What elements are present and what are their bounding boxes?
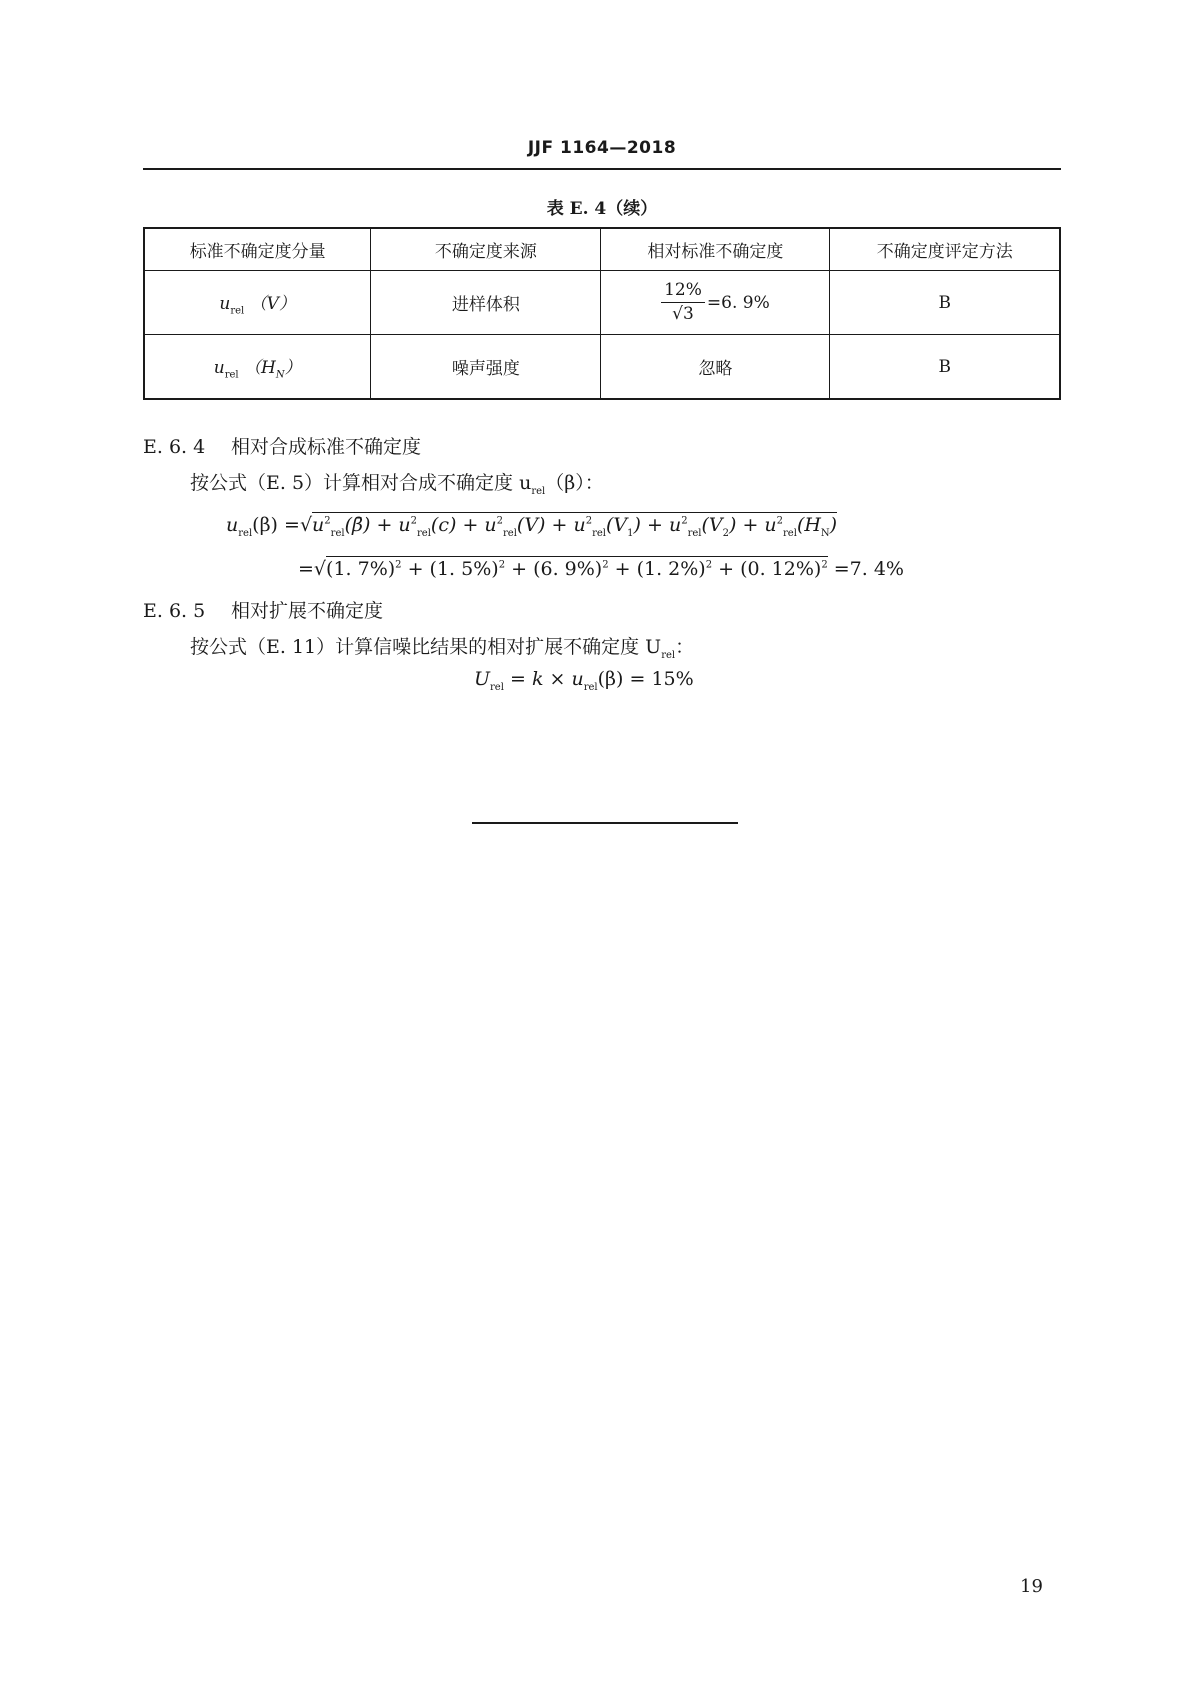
formula-combined-uncertainty — [226, 512, 837, 539]
component-argument: （V） — [249, 293, 296, 314]
column-header: 不确定度评定方法 — [830, 228, 1060, 271]
section-title: 相对合成标准不确定度 — [231, 436, 422, 458]
term-subscript: rel — [503, 527, 517, 539]
term-argument: (H — [796, 514, 821, 536]
formula-lhs: U — [474, 668, 491, 690]
component-symbol: u — [219, 293, 231, 314]
source-cell: 进样体积 — [371, 271, 601, 335]
numeric-term: (6. 9%) — [533, 558, 603, 580]
relative-cell: 忽略 — [601, 335, 830, 400]
term-argument: (V — [606, 514, 628, 536]
section-number: E. 6. 5 — [143, 600, 206, 622]
component-argument-close: ） — [284, 357, 302, 378]
component-cell — [144, 271, 371, 335]
table-row — [144, 335, 1060, 400]
term-subscript: rel — [330, 527, 345, 539]
paragraph-subscript: rel — [531, 485, 546, 497]
numeric-term: (1. 5%) — [429, 558, 499, 580]
term-subscript: rel — [687, 527, 702, 539]
formula-times: × — [549, 668, 566, 690]
column-header: 不确定度来源 — [371, 228, 601, 271]
formula-u: u — [571, 668, 584, 690]
term-argument-close: ) — [728, 514, 737, 536]
component-subscript: rel — [224, 369, 239, 381]
source-cell: 噪声强度 — [371, 335, 601, 400]
paragraph-e64 — [190, 468, 604, 497]
table-row — [144, 271, 1060, 335]
term-argument: (c) — [430, 514, 457, 536]
formula-lhs: u — [226, 514, 239, 536]
paragraph-text: 按公式（E. 5）计算相对合成不确定度 u — [190, 472, 532, 494]
header-rule — [143, 168, 1061, 170]
radical-sign: √ — [299, 514, 313, 536]
page-number: 19 — [1020, 1576, 1043, 1597]
component-subscript: rel — [230, 305, 245, 317]
component-argument-subscript: N — [275, 369, 285, 381]
radicand: $u^2_{rel}(\betā) + u^2_{rel}(c) + u^2_{rel}(V) + u^2_{rel}(V_1) + u^2_{rel}(V_2) + u^2_{rel}(H_N)$ — [312, 514, 838, 539]
component-symbol: u — [213, 357, 225, 378]
component-argument: （H — [244, 357, 276, 378]
fraction — [661, 281, 705, 323]
term-argument-subscript: 1 — [627, 527, 634, 539]
formula-result: =7. 4% — [833, 558, 904, 580]
term-subscript: rel — [592, 527, 606, 539]
numeric-term: (0. 12%) — [740, 558, 822, 580]
formula-numeric — [298, 556, 904, 580]
section-number: E. 6. 4 — [143, 436, 206, 458]
column-header: 标准不确定度分量 — [144, 228, 371, 271]
relative-cell — [601, 271, 830, 335]
component-cell — [144, 335, 371, 400]
paragraph-subscript: rel — [661, 649, 676, 661]
paragraph-text: 按公式（E. 11）计算信噪比结果的相对扩展不确定度 U — [190, 636, 662, 658]
term-argument-close: ) — [633, 514, 641, 536]
radical-sign: √ — [313, 558, 327, 580]
section-heading-e64 — [143, 432, 421, 459]
fraction-denominator: √3 — [672, 304, 694, 324]
term-argument-subscript: 2 — [722, 527, 729, 539]
paragraph-tail: （β）： — [545, 472, 604, 494]
end-rule — [472, 822, 738, 824]
formula-argument: (β) — [597, 668, 624, 690]
formula-lhs-subscript: rel — [490, 681, 504, 693]
radicand: (1. 7%)$^2$ + (1. 5%)$^2$ + (6. 9%)$^2$ + (1. 2%)$^2$ + (0. 12%)$^2$ — [326, 558, 828, 580]
term-argument-subscript: N — [820, 527, 830, 539]
fraction-numerator: 12% — [661, 281, 705, 303]
term-argument: (V) — [516, 514, 546, 536]
formula-prefix: = — [298, 558, 314, 580]
formula-k: k — [531, 668, 544, 690]
paragraph-tail: ： — [675, 636, 695, 658]
formula-lhs-subscript: rel — [238, 527, 253, 539]
formula-lhs-argument: (β) = — [252, 514, 300, 536]
formula-expanded-uncertainty — [474, 668, 694, 693]
table-caption: 表 E. 4（续） — [546, 199, 658, 219]
formula-equals: = — [509, 668, 526, 690]
column-header: 相对标准不确定度 — [601, 228, 830, 271]
term-subscript: rel — [783, 527, 797, 539]
method-cell: B — [830, 335, 1060, 400]
document-header: JJF 1164—2018 — [527, 138, 677, 158]
relative-result: =6. 9% — [706, 292, 770, 313]
numeric-term: (1. 7%) — [326, 558, 396, 580]
formula-result: = 15% — [629, 668, 694, 690]
table-header-row — [144, 228, 1060, 271]
section-heading-e65 — [143, 596, 383, 623]
paragraph-e65 — [190, 632, 694, 661]
formula-u-subscript: rel — [583, 681, 598, 693]
method-cell: B — [830, 271, 1060, 335]
term-argument: (V — [701, 514, 723, 536]
uncertainty-table — [143, 227, 1061, 400]
term-argument-close: ) — [829, 514, 838, 536]
term-argument: (β̄) — [344, 514, 371, 536]
section-title: 相对扩展不确定度 — [231, 600, 384, 622]
term-subscript: rel — [417, 527, 431, 539]
numeric-term: (1. 2%) — [636, 558, 706, 580]
